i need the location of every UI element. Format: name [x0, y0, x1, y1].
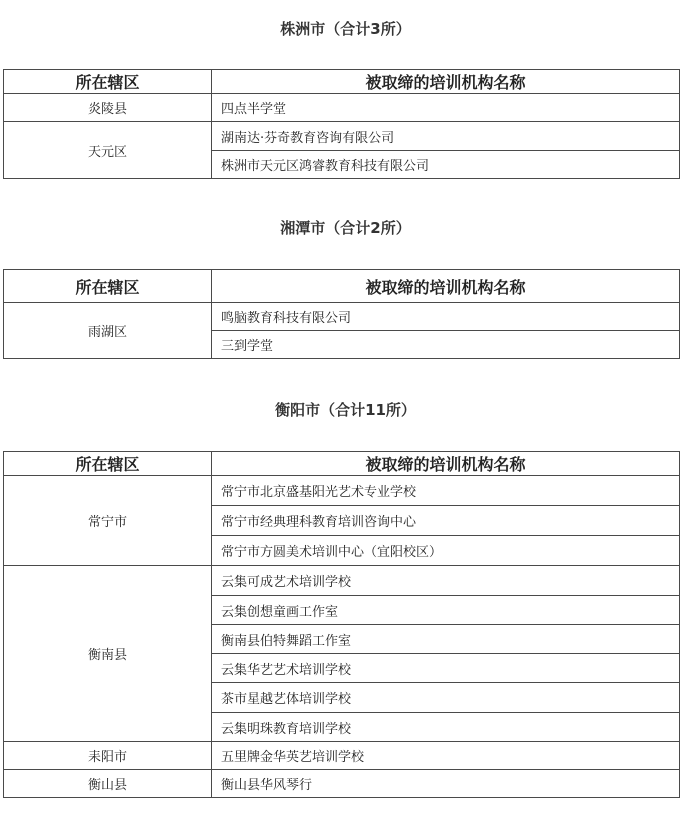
district-cell: 耒阳市 — [4, 742, 212, 770]
district-cell: 天元区 — [4, 122, 212, 179]
district-cell: 衡南县 — [4, 566, 212, 742]
institution-name-cell: 湖南达·芬奇教育咨询有限公司 — [212, 122, 680, 151]
institution-name-cell: 鸣脑教育科技有限公司 — [212, 303, 680, 331]
institution-name-cell: 常宁市经典理科教育培训咨询中心 — [212, 506, 680, 536]
institution-name-cell: 茶市星越艺体培训学校 — [212, 683, 680, 713]
table-header-row — [4, 270, 680, 303]
xiangtan-table — [3, 269, 680, 359]
institution-name-cell: 云集创想童画工作室 — [212, 596, 680, 625]
table-header-row — [4, 452, 680, 476]
section-title-xiangtan: 湘潭市（合计2所） — [280, 219, 411, 237]
institution-name-cell: 衡南县伯特舞蹈工作室 — [212, 625, 680, 654]
district-column-header: 所在辖区 — [4, 270, 212, 303]
table-row — [4, 476, 680, 506]
district-cell: 雨湖区 — [4, 303, 212, 359]
district-cell: 衡山县 — [4, 770, 212, 798]
zhuzhou-table — [3, 69, 680, 179]
institution-name-cell: 四点半学堂 — [212, 94, 680, 122]
institution-name-cell: 常宁市方圆美术培训中心（宜阳校区） — [212, 536, 680, 566]
institution-name-cell: 常宁市北京盛基阳光艺术专业学校 — [212, 476, 680, 506]
table-row — [4, 770, 680, 798]
institution-name-cell: 株洲市天元区鸿睿教育科技有限公司 — [212, 151, 680, 179]
table-row — [4, 303, 680, 331]
table-row — [4, 94, 680, 122]
district-cell: 炎陵县 — [4, 94, 212, 122]
district-column-header: 所在辖区 — [4, 70, 212, 94]
table-row — [4, 122, 680, 151]
name-column-header: 被取缔的培训机构名称 — [212, 70, 680, 94]
name-column-header: 被取缔的培训机构名称 — [212, 270, 680, 303]
table-header-row — [4, 70, 680, 94]
hengyang-table — [3, 451, 680, 798]
section-title-zhuzhou: 株洲市（合计3所） — [280, 20, 411, 38]
institution-name-cell: 云集华艺艺术培训学校 — [212, 654, 680, 683]
table-row — [4, 742, 680, 770]
institution-name-cell: 衡山县华风琴行 — [212, 770, 680, 798]
table-row — [4, 566, 680, 596]
institution-name-cell: 云集可成艺术培训学校 — [212, 566, 680, 596]
institution-name-cell: 五里牌金华英艺培训学校 — [212, 742, 680, 770]
section-title-hengyang: 衡阳市（合计11所） — [275, 401, 416, 419]
institution-name-cell: 三到学堂 — [212, 331, 680, 359]
district-column-header: 所在辖区 — [4, 452, 212, 476]
institution-name-cell: 云集明珠教育培训学校 — [212, 713, 680, 742]
district-cell: 常宁市 — [4, 476, 212, 566]
name-column-header: 被取缔的培训机构名称 — [212, 452, 680, 476]
